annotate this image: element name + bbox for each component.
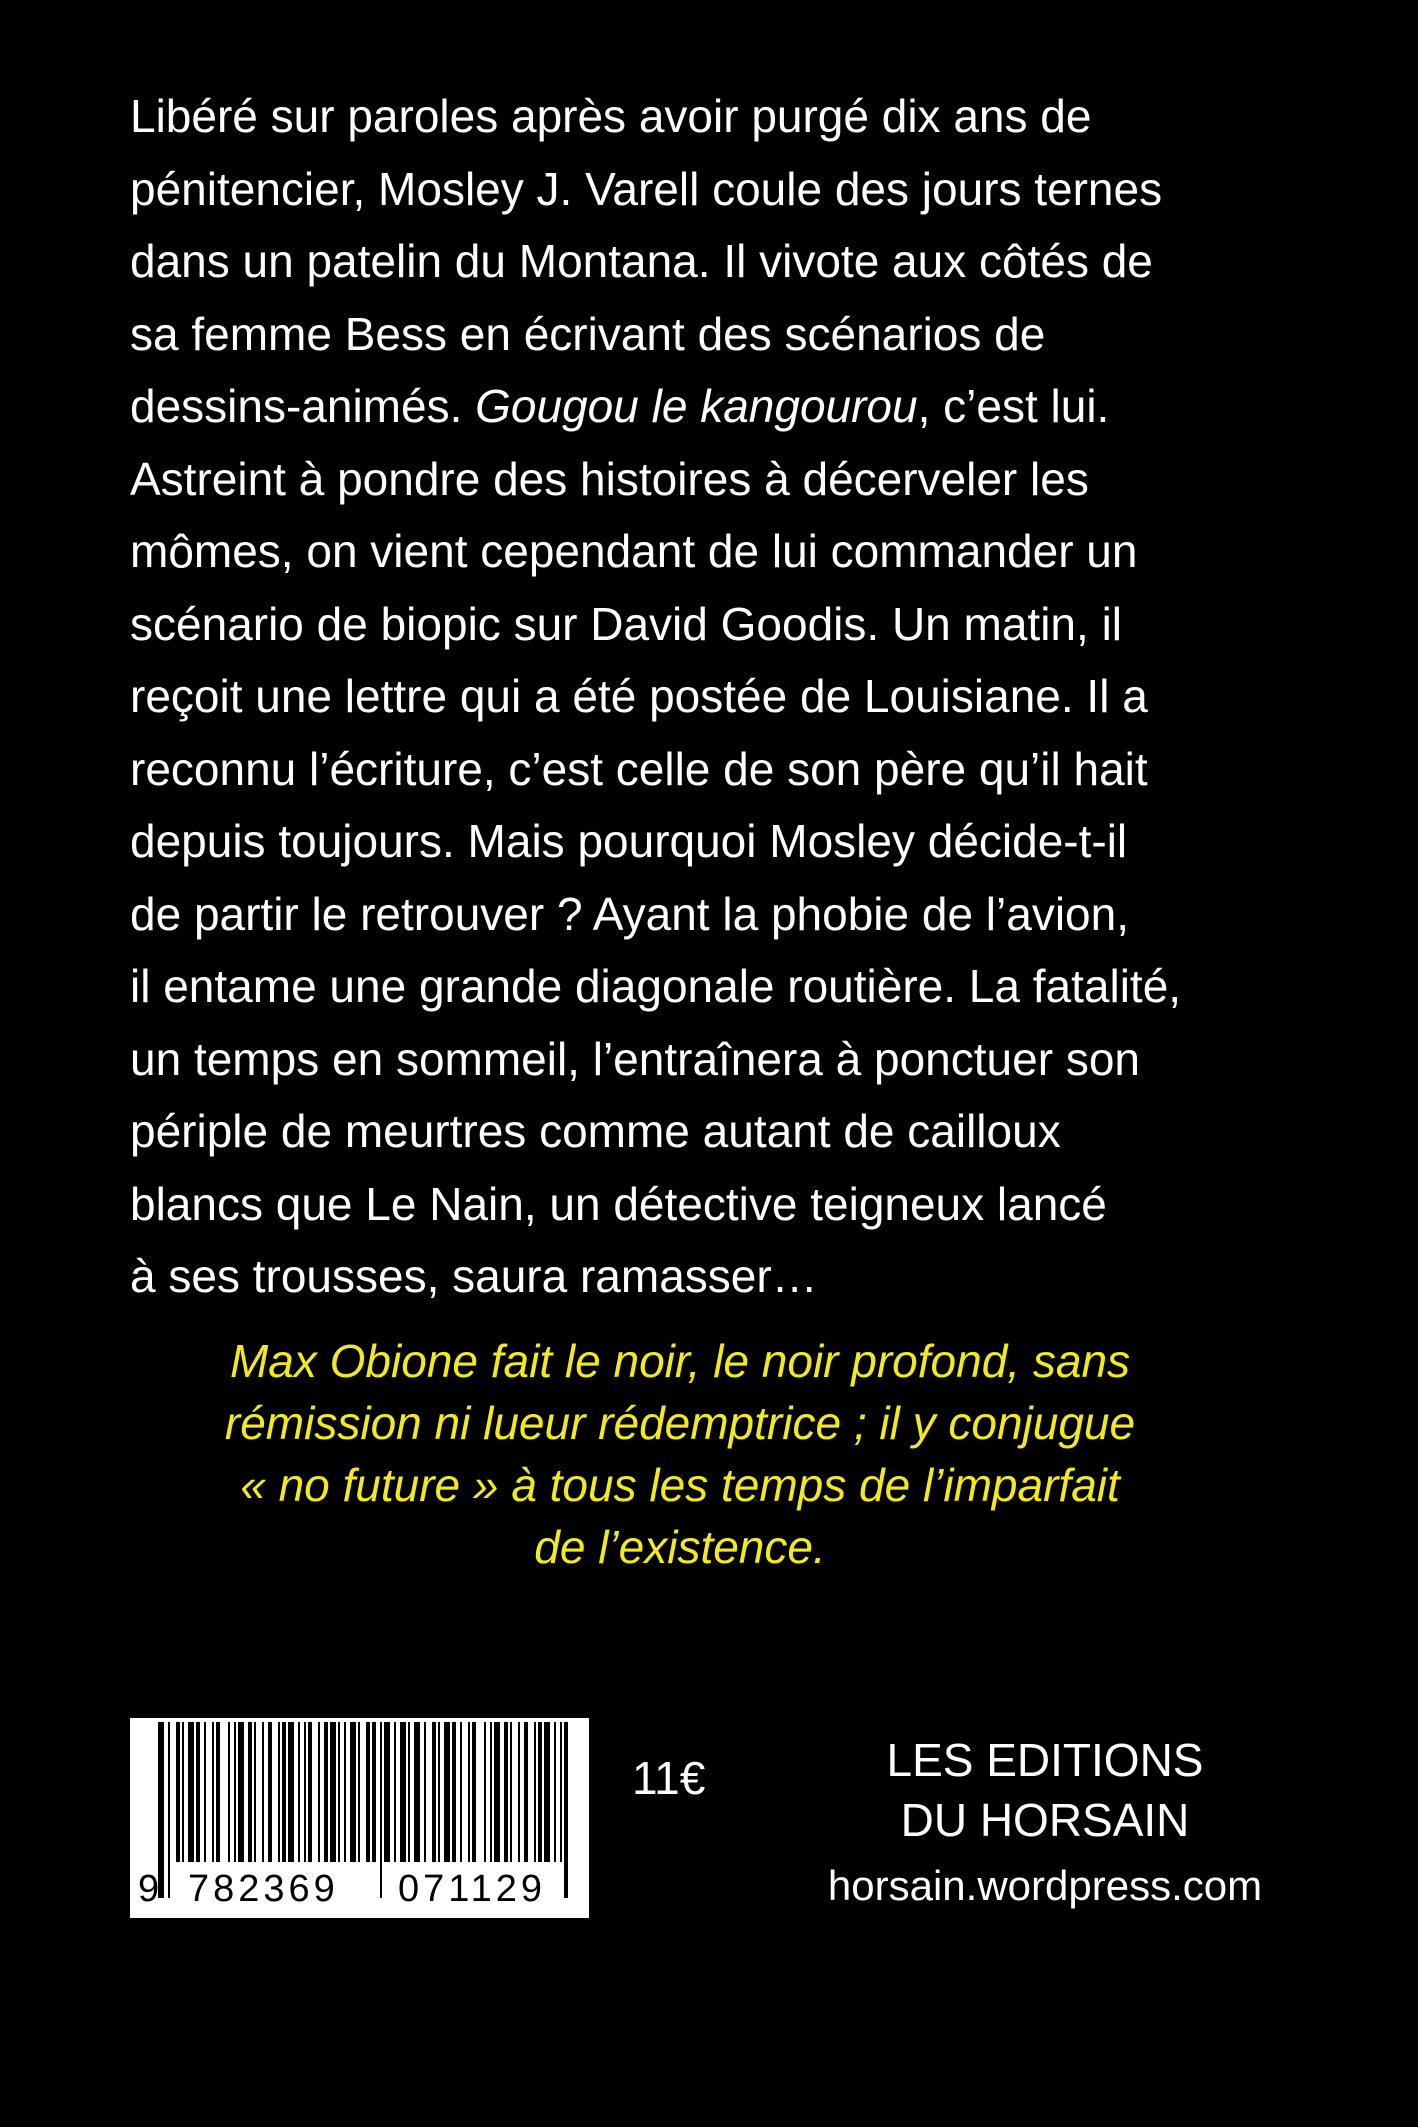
- blurb-line: un temps en sommeil, l’entraînera à ponctuer son: [130, 1032, 1140, 1085]
- blurb-line: dans un patelin du Montana. Il vivote aux côtés de: [130, 235, 1153, 287]
- barcode-bar: [494, 1722, 500, 1862]
- barcode-bar: [228, 1722, 230, 1862]
- barcode-digits: [136, 1866, 583, 1912]
- blurb-line: blancs que Le Nain, un détective teigneux lancé: [130, 1177, 1107, 1230]
- barcode-bar: [324, 1722, 328, 1862]
- barcode-bar: [490, 1722, 492, 1862]
- barcode-bar: [510, 1722, 512, 1862]
- blurb-line: de partir le retrouver ? Ayant la phobie de l’avion,: [130, 887, 1129, 940]
- blurb-paragraph: [130, 80, 1380, 1313]
- barcode-bar: [554, 1722, 556, 1862]
- barcode-digits-left: 782369: [188, 1868, 339, 1910]
- publisher-url: horsain.wordpress.com: [827, 1862, 1263, 1909]
- barcode-bar: [524, 1722, 528, 1862]
- barcode-bar: [452, 1722, 456, 1862]
- barcode-bar: [204, 1722, 206, 1862]
- barcode-bar: [534, 1722, 536, 1862]
- cartoon-title: Gougou le kangourou: [475, 380, 918, 432]
- barcode-bar: [408, 1722, 410, 1862]
- review-quote: [150, 1330, 1210, 1578]
- barcode-bar: [304, 1722, 306, 1862]
- barcode-bar: [254, 1722, 256, 1862]
- barcode-bar: [330, 1722, 336, 1862]
- price-label: 11€: [632, 1752, 706, 1804]
- barcode-bar: [444, 1722, 450, 1862]
- barcode-digits-right: 071129: [398, 1868, 546, 1910]
- barcode-bar: [238, 1722, 244, 1862]
- blurb-line: reconnu l’écriture, c’est celle de son père qu’il hait: [130, 742, 1148, 795]
- barcode-bar: [188, 1722, 194, 1862]
- barcode-bar: [288, 1722, 294, 1862]
- blurb-line: à ses trousses, saura ramasser…: [130, 1250, 818, 1302]
- barcode-bar: [366, 1722, 370, 1862]
- barcode-bar: [394, 1722, 396, 1862]
- barcode-bar: [338, 1722, 340, 1862]
- barcode-bar: [318, 1722, 320, 1862]
- barcode-bar: [248, 1722, 252, 1862]
- publisher-name-line1: LES EDITIONS: [886, 1734, 1204, 1786]
- barcode-bar: [216, 1722, 220, 1862]
- barcode-bar: [518, 1722, 520, 1862]
- barcode-bar: [432, 1722, 436, 1862]
- blurb-line: pénitencier, Mosley J. Varell coule des jours ternes: [130, 162, 1163, 215]
- barcode-bar: [176, 1722, 180, 1862]
- barcode-bar: [544, 1722, 550, 1862]
- blurb-text: dessins-animés.: [130, 380, 476, 432]
- barcode-bar: [414, 1722, 420, 1862]
- barcode-bar: [504, 1722, 508, 1862]
- publisher-block: [820, 1730, 1270, 1914]
- quote-line: Max Obione fait le noir, le noir profond, sans: [229, 1335, 1131, 1387]
- barcode-bar: [460, 1722, 462, 1862]
- quote-line: « no future » à tous les temps de l’imparfait: [240, 1459, 1120, 1511]
- blurb-line: reçoit une lettre qui a été postée de Louisiane. Il a: [130, 670, 1148, 722]
- barcode-bar: [560, 1722, 562, 1862]
- isbn-barcode: [130, 1718, 589, 1918]
- blurb-line: sa femme Bess en écrivant des scénarios de: [130, 307, 1046, 360]
- barcode-digit-first: 9: [138, 1868, 160, 1910]
- barcode-bar: [468, 1722, 470, 1862]
- barcode-bar: [182, 1722, 184, 1862]
- barcode-bar: [212, 1722, 214, 1862]
- barcode-bar: [424, 1722, 426, 1862]
- blurb-line: depuis toujours. Mais pourquoi Mosley décide-t-il: [130, 815, 1128, 867]
- barcode-bar: [484, 1722, 486, 1862]
- quote-line: rémission ni lueur rédemptrice ; il y conjugue: [224, 1397, 1136, 1449]
- blurb-line: périple de meurtres comme autant de cailloux: [130, 1105, 1061, 1157]
- barcode-bar: [384, 1722, 390, 1862]
- barcode-bar: [234, 1722, 236, 1862]
- barcode-bar: [538, 1722, 542, 1862]
- blurb-line: Libéré sur paroles après avoir purgé dix ans de: [130, 90, 1092, 142]
- blurb-line: Astreint à pondre des histoires à décerveler les: [130, 452, 1089, 505]
- publisher-name-line2: DU HORSAIN: [900, 1794, 1190, 1846]
- barcode-bar: [350, 1722, 356, 1862]
- barcode-bar: [358, 1722, 360, 1862]
- barcode-bar: [196, 1722, 200, 1862]
- blurb-line: [130, 370, 1380, 443]
- blurb-line: il entame une grande diagonale routière. La fatalité,: [130, 960, 1182, 1012]
- barcode-bar: [400, 1722, 406, 1862]
- blurb-line: scénario de biopic sur David Goodis. Un matin, il: [130, 597, 1123, 650]
- blurb-line: mômes, on vient cependant de lui commander un: [130, 525, 1138, 577]
- barcode-bar: [278, 1722, 280, 1862]
- quote-line: de l’existence.: [534, 1521, 826, 1573]
- barcode-bar: [344, 1722, 346, 1862]
- barcode-bar: [438, 1722, 440, 1862]
- barcode-bar: [372, 1722, 376, 1862]
- barcode-bar: [262, 1722, 264, 1862]
- barcode-bar: [282, 1722, 286, 1862]
- barcode-bar: [298, 1722, 300, 1862]
- blurb-text: , c’est lui.: [917, 380, 1110, 432]
- barcode-bar: [308, 1722, 312, 1862]
- barcode-bar: [472, 1722, 476, 1862]
- barcode-bar: [268, 1722, 272, 1862]
